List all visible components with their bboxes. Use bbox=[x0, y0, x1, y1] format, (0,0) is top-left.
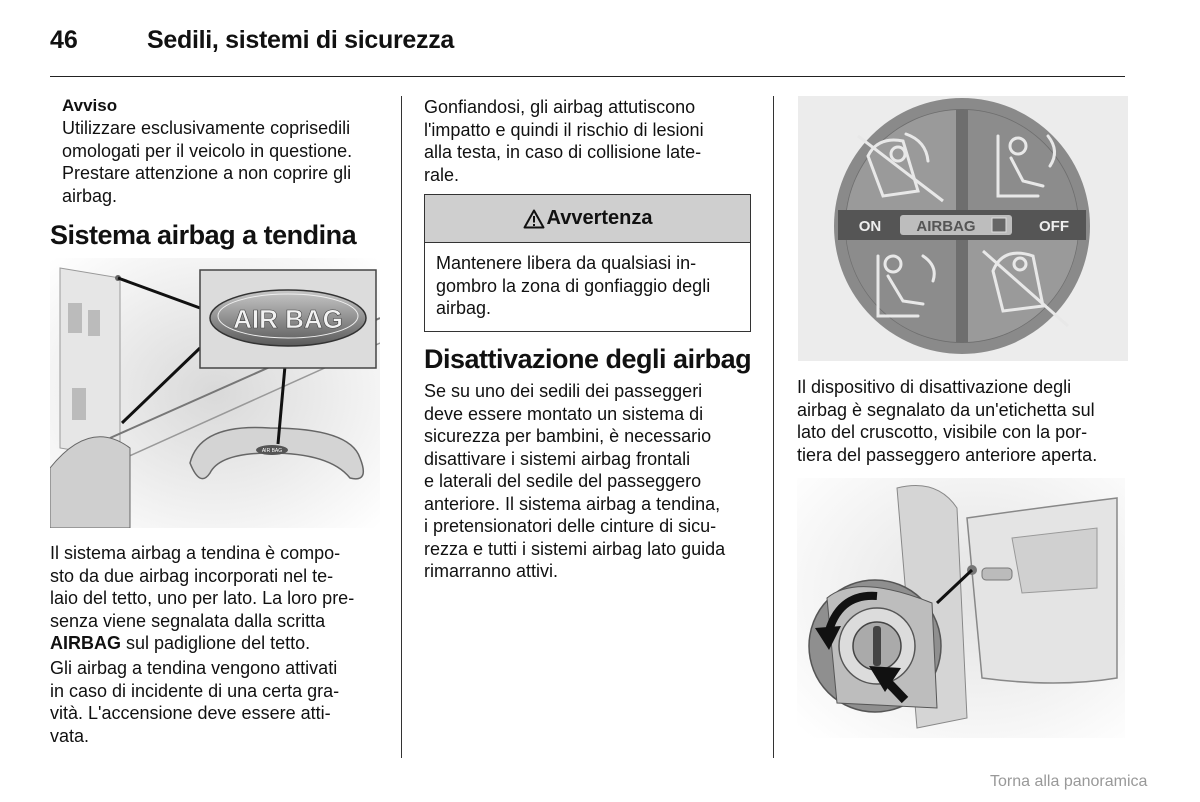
text-line: i pretensionatori delle cinture di sicu- bbox=[424, 516, 717, 536]
notice-body bbox=[62, 117, 392, 207]
text-line: airbag è segnalato da un'etichetta sul bbox=[797, 399, 1095, 420]
text-line: vata. bbox=[50, 725, 90, 746]
deactivation-heading: Disattivazione degli airbag bbox=[424, 344, 752, 374]
small-airbag-label: AIR BAG bbox=[261, 448, 283, 454]
text-line: in caso di incidente di una certa gra- bbox=[50, 680, 340, 701]
off-label: OFF bbox=[1039, 218, 1069, 235]
text-line: e laterali del sedile del passeggero bbox=[424, 471, 702, 491]
text-line bbox=[50, 632, 385, 655]
text-line: vità. L'accensione deve essere atti- bbox=[50, 703, 331, 723]
text-line: rale. bbox=[424, 164, 460, 185]
text-line: airbag. bbox=[436, 298, 492, 318]
text-line: disattivare i sistemi airbag frontali bbox=[424, 448, 691, 469]
airbag-bold-word: AIRBAG bbox=[50, 633, 121, 653]
airbag-deactivation-label-illustration bbox=[798, 96, 1128, 361]
large-airbag-label: AIR BAG bbox=[233, 304, 343, 334]
page-number: 46 bbox=[50, 26, 78, 54]
back-to-overview-link[interactable]: Torna alla panoramica bbox=[990, 773, 1148, 790]
text-line: Gonfiandosi, gli airbag attutiscono bbox=[424, 97, 696, 117]
text-line: l'impatto e quindi il rischio di lesioni bbox=[424, 119, 704, 140]
curtain-airbag-illustration bbox=[50, 258, 380, 528]
header-rule bbox=[50, 76, 1125, 77]
text-line: lato del cruscotto, visibile con la por- bbox=[797, 422, 1088, 442]
text-line: omologati per il veicolo in questione. bbox=[62, 140, 353, 161]
warning-body bbox=[425, 243, 750, 329]
text-line: airbag. bbox=[62, 185, 118, 206]
warning-title: Avvertenza bbox=[546, 207, 653, 229]
text-line: sicurezza per bambini, è necessario bbox=[424, 426, 712, 446]
warning-triangle-icon bbox=[523, 209, 545, 229]
text-line: tiera del passeggero anteriore aperta. bbox=[797, 444, 1098, 465]
text-line: Mantenere libera da qualsiasi in- bbox=[436, 253, 697, 273]
on-label: ON bbox=[858, 218, 882, 235]
inflation-paragraph bbox=[424, 96, 744, 186]
text-line: rezza e tutti i sistemi airbag lato guida bbox=[424, 538, 726, 559]
text-line: Utilizzare esclusivamente coprisedili bbox=[62, 118, 351, 138]
deactivation-device-paragraph bbox=[797, 376, 1132, 466]
warning-box bbox=[424, 194, 751, 332]
text-line: Se su uno dei sedili dei passeggeri bbox=[424, 381, 703, 401]
text-tail: sul padiglione del tetto. bbox=[121, 633, 311, 653]
deactivation-paragraph bbox=[424, 380, 754, 583]
text-line: Gli airbag a tendina vengono attivati bbox=[50, 658, 338, 678]
text-line: alla testa, in caso di collisione late- bbox=[424, 142, 702, 162]
text-line: Prestare attenzione a non coprire gli bbox=[62, 163, 352, 183]
text-line: anteriore. Il sistema airbag a tendina, bbox=[424, 493, 721, 514]
text-line: deve essere montato un sistema di bbox=[424, 403, 704, 424]
curtain-paragraph-1 bbox=[50, 542, 385, 655]
text-line: senza viene segnalata dalla scritta bbox=[50, 610, 326, 631]
column-divider-left bbox=[401, 96, 402, 758]
text-line: rimarranno attivi. bbox=[424, 561, 559, 581]
curtain-airbag-heading: Sistema airbag a tendina bbox=[50, 220, 357, 250]
text-line: laio del tetto, uno per lato. La loro pre- bbox=[50, 588, 355, 608]
chapter-title: Sedili, sistemi di sicurezza bbox=[147, 26, 455, 54]
text-line: gombro la zona di gonfiaggio degli bbox=[436, 275, 711, 296]
column-divider-right bbox=[773, 96, 774, 758]
dashboard-key-switch-illustration bbox=[797, 478, 1125, 738]
warning-header bbox=[425, 195, 750, 243]
notice-title: Avviso bbox=[62, 96, 118, 115]
text-line: sto da due airbag incorporati nel te- bbox=[50, 565, 334, 586]
text-line: Il dispositivo di disattivazione degli bbox=[797, 377, 1072, 397]
curtain-paragraph-2 bbox=[50, 657, 385, 747]
airbag-band-label: AIRBAG bbox=[916, 218, 976, 235]
text-line: Il sistema airbag a tendina è compo- bbox=[50, 543, 341, 563]
